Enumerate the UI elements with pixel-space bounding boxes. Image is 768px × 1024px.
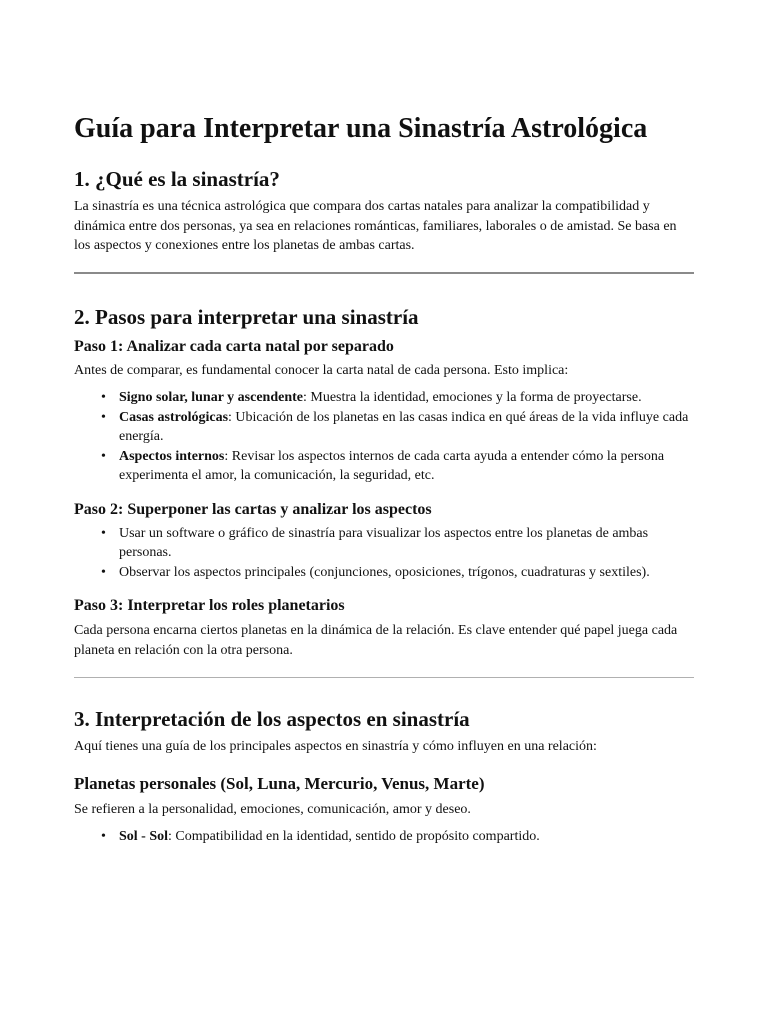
list-item — [74, 408, 694, 447]
planetas-personales-text: Se refieren a la personalidad, emociones, comunicación, amor y deseo. — [74, 801, 471, 817]
list-item-text: : Compatibilidad en la identidad, sentido de propósito compartido. — [168, 829, 540, 844]
section-3-intro: Aquí tienes una guía de los principales aspectos en sinastría y cómo influyen en una relación: — [74, 739, 597, 754]
section-1-text: La sinastría es una técnica astrológica que compara dos cartas natales para analizar la compatibilidad y dinámica entre dos personas, ya sea en relaciones románticas, familiares, laborales o de amistad. Se basa en los aspectos y conexiones entre los planetas de ambas cartas. — [74, 199, 677, 253]
list-item — [74, 388, 694, 408]
bullet-icon: • — [101, 409, 106, 425]
list-item — [74, 524, 694, 563]
bullet-icon: • — [101, 448, 106, 464]
list-item-text: Usar un software o gráfico de sinastría para visualizar los aspectos entre los planetas de ambas personas. — [119, 525, 649, 560]
list-item — [74, 827, 694, 847]
planetas-personales-list — [74, 827, 694, 847]
paso-2-heading: Paso 2: Superponer las cartas y analizar los aspectos — [74, 500, 432, 518]
paso-2-list — [74, 524, 694, 583]
section-3-heading: 3. Interpretación de los aspectos en sinastría — [74, 707, 470, 731]
bullet-icon: • — [101, 564, 106, 580]
paso-3-heading: Paso 3: Interpretar los roles planetarios — [74, 597, 345, 614]
section-2-heading: 2. Pasos para interpretar una sinastría — [74, 304, 419, 329]
paso-1-intro: Antes de comparar, es fundamental conocer la carta natal de cada persona. Esto implica: — [74, 362, 569, 378]
list-item — [74, 563, 694, 583]
document-page — [74, 112, 694, 847]
list-item-text: : Muestra la identidad, emociones y la forma de proyectarse. — [302, 390, 642, 405]
list-item-term: Casas astrológicas — [119, 409, 229, 425]
list-item-term: Signo solar, lunar y ascendente — [119, 390, 303, 405]
list-item — [74, 447, 694, 486]
bullet-icon: • — [101, 390, 106, 405]
paso-1-list — [74, 388, 694, 486]
list-item-term: Sol - Sol — [119, 829, 169, 844]
bullet-icon: • — [101, 829, 106, 844]
planetas-personales-heading: Planetas personales (Sol, Luna, Mercurio, Venus, Marte) — [74, 773, 485, 793]
divider — [74, 677, 694, 678]
list-item-text: : Ubicación de los planetas en las casas indica en qué áreas de la vida influye cada energía. — [119, 409, 689, 444]
list-item-term: Aspectos internos — [119, 448, 225, 464]
paso-3-text: Cada persona encarna ciertos planetas en la dinámica de la relación. Es clave entender qué papel juega cada planeta en relación con la otra persona. — [74, 623, 678, 658]
section-1-heading: 1. ¿Qué es la sinastría? — [74, 167, 280, 191]
divider — [74, 272, 694, 274]
list-item-text: Observar los aspectos principales (conjunciones, oposiciones, trígonos, cuadraturas y sextiles). — [119, 564, 650, 580]
page-title: Guía para Interpretar una Sinastría Astrológica — [74, 113, 648, 144]
list-item-text: : Revisar los aspectos internos de cada carta ayuda a entender cómo la persona experimenta el amor, la comunicación, la seguridad, etc. — [119, 448, 665, 483]
bullet-icon: • — [101, 525, 106, 541]
paso-1-heading: Paso 1: Analizar cada carta natal por separado — [74, 337, 394, 355]
